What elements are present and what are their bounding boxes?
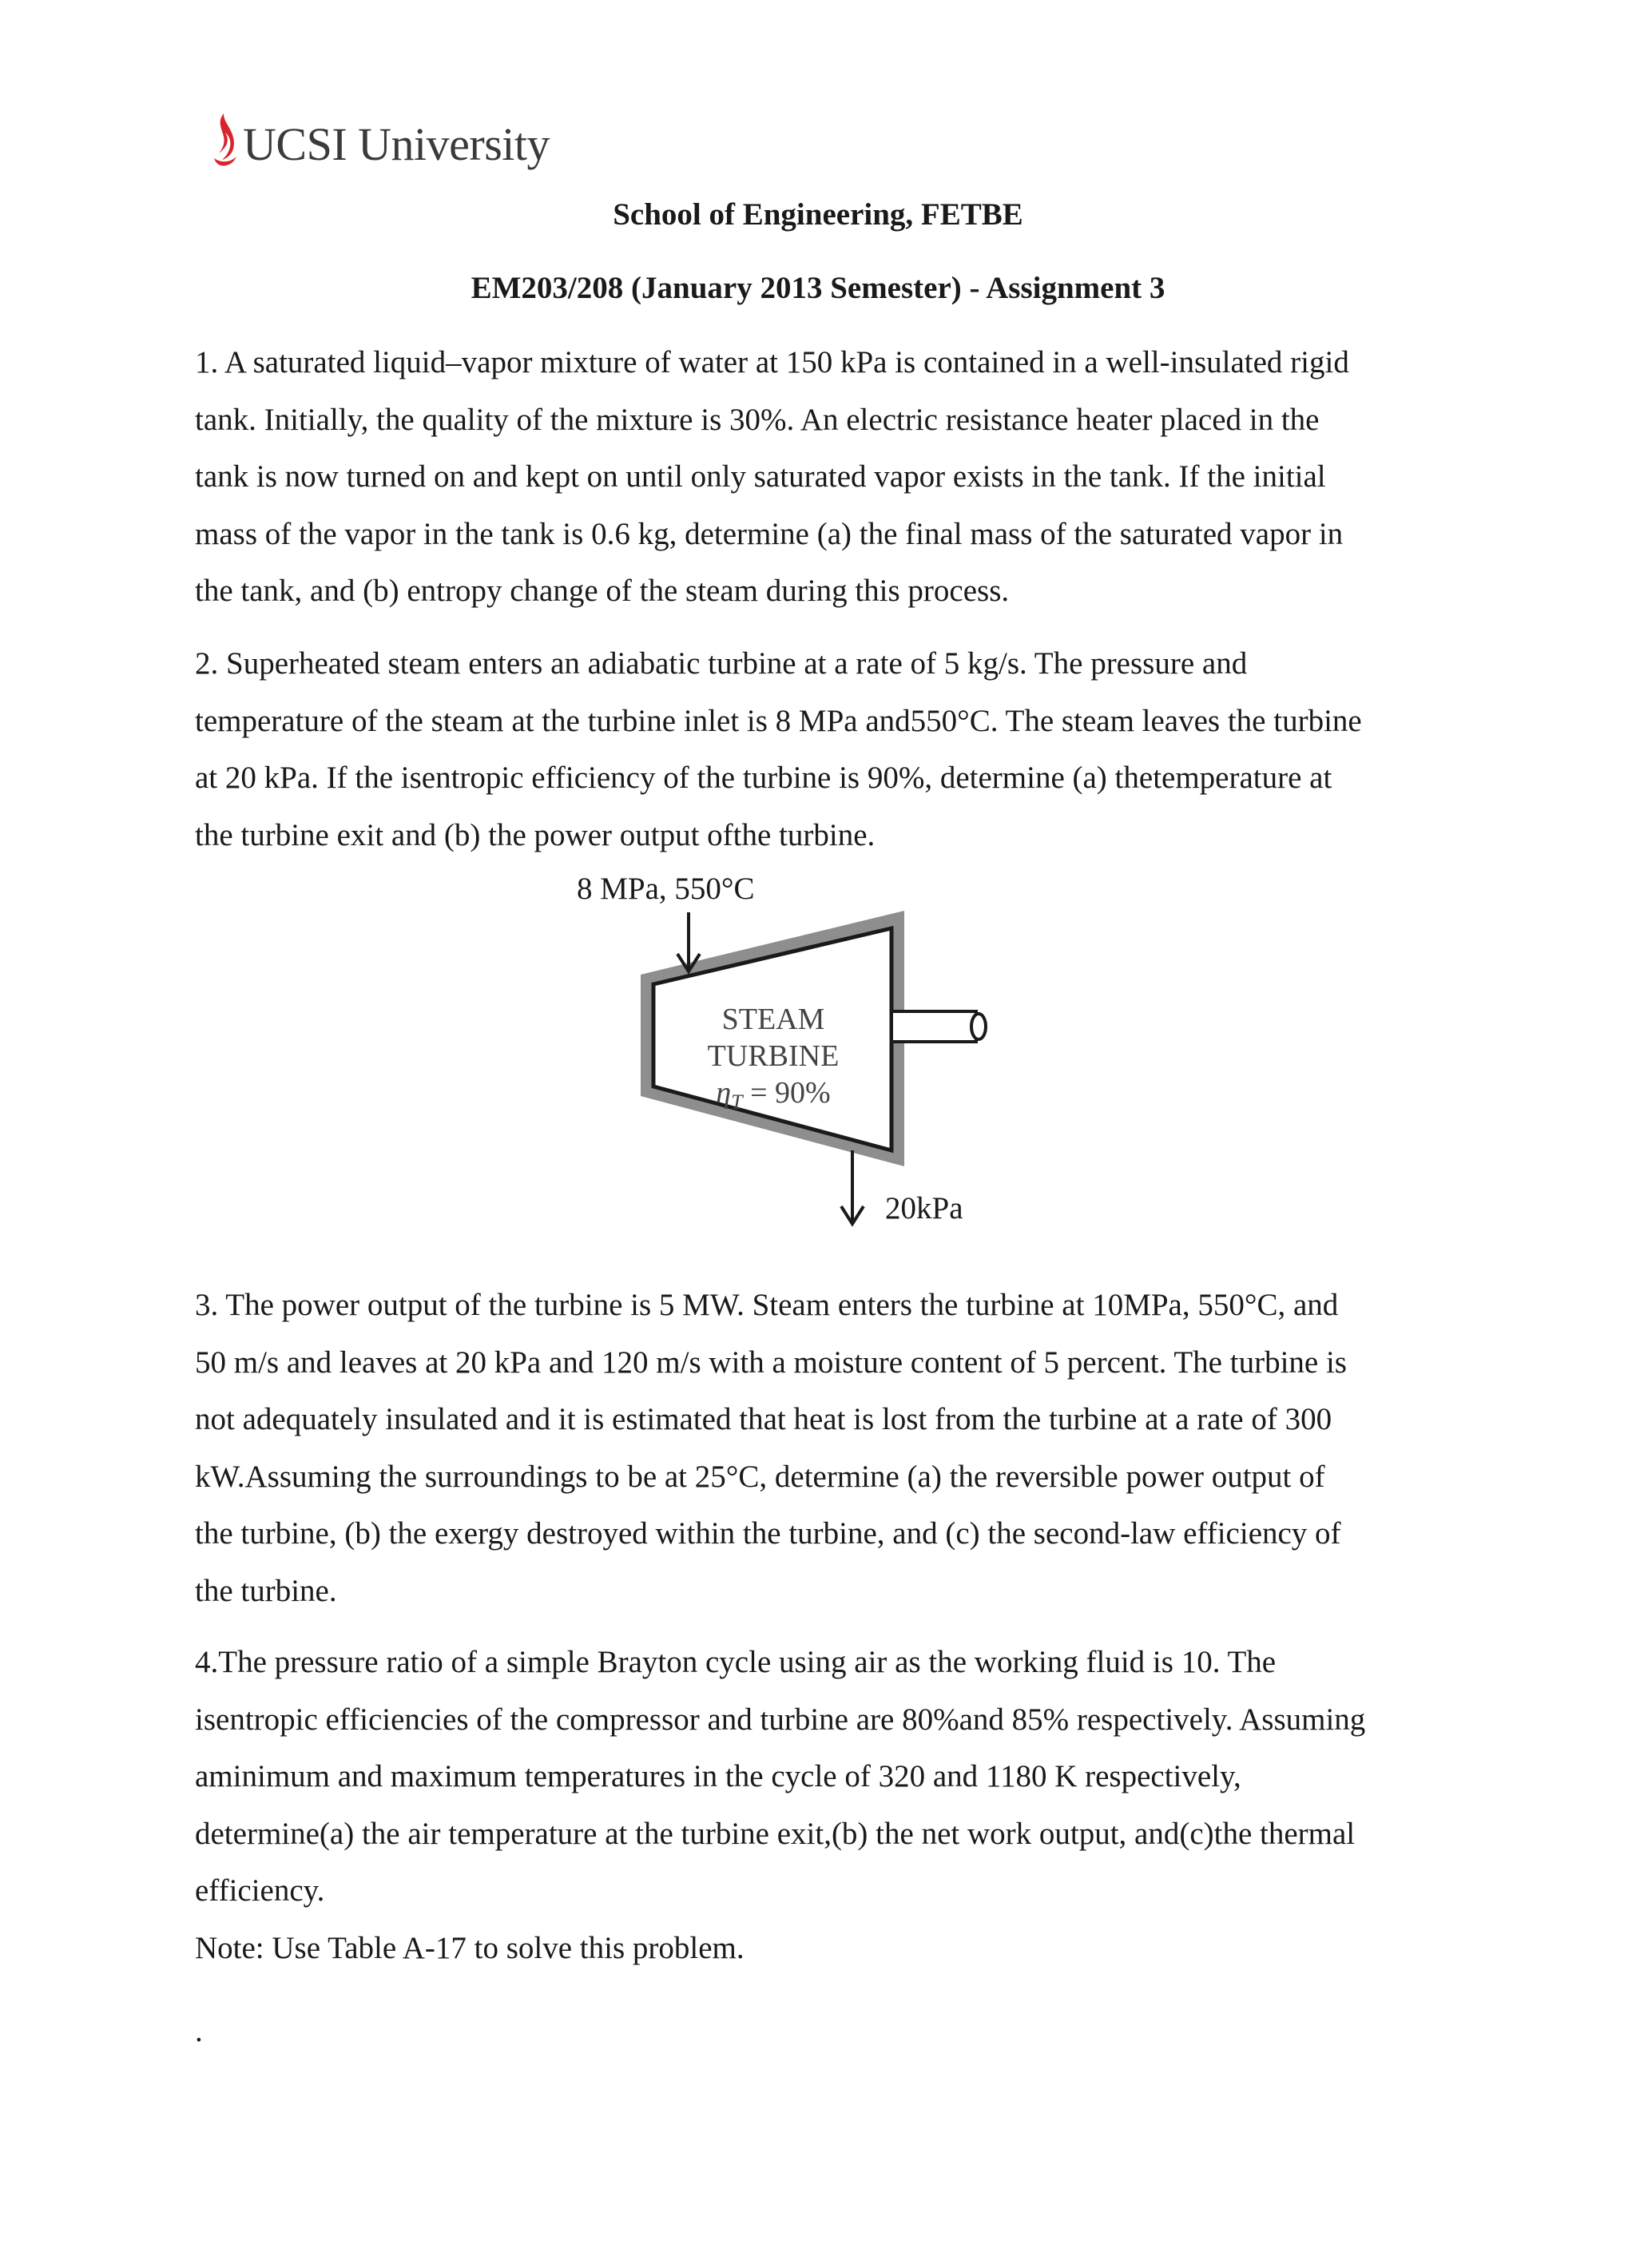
q1-line: mass of the vapor in the tank is 0.6 kg, determine (a) the final mass of the saturated vapor in	[195, 516, 1344, 551]
shaft-end	[971, 1014, 986, 1039]
q4-line: efficiency.	[195, 1873, 325, 1908]
q4-line: aminimum and maximum temperatures in the cycle of 320 and 1180 K respectively,	[195, 1759, 1241, 1793]
inlet-label: 8 MPa, 550°C	[577, 872, 755, 906]
q1-line: tank is now turned on and kept on until only saturated vapor exists in the tank. If the initial	[195, 459, 1326, 494]
q2-line: temperature of the steam at the turbine inlet is 8 MPa and550°C. The steam leaves the turbine	[195, 703, 1362, 738]
q1-line: tank. Initially, the quality of the mixture is 30%. An electric resistance heater placed in the	[195, 402, 1320, 437]
q3-line: 50 m/s and leaves at 20 kPa and 120 m/s with a moisture content of 5 percent. The turbine is	[195, 1345, 1347, 1380]
eta-value: = 90%	[742, 1076, 831, 1110]
outlet-label: 20kPa	[885, 1191, 963, 1225]
q1-line: the tank, and (b) entropy change of the steam during this process.	[195, 574, 1010, 608]
q3-line: not adequately insulated and it is estimated that heat is lost from the turbine at a rate of 300	[195, 1402, 1332, 1436]
q4-note: Note: Use Table A-17 to solve this problem.	[195, 1930, 745, 1965]
q4-line: 4.The pressure ratio of a simple Brayton cycle using air as the working fluid is 10. The	[195, 1645, 1277, 1679]
q3-line: 3. The power output of the turbine is 5 MW. Steam enters the turbine at 10MPa, 550°C, and	[195, 1288, 1339, 1322]
q2-line: 2. Superheated steam enters an adiabatic turbine at a rate of 5 kg/s. The pressure and	[195, 646, 1248, 681]
q3-line: the turbine.	[195, 1573, 337, 1608]
turbine-drawing	[623, 911, 1007, 1246]
eta-subscript: T	[731, 1090, 743, 1114]
q4-line: isentropic efficiencies of the compressor and turbine are 80%and 85% respectively. Assuming	[195, 1702, 1366, 1737]
question-2	[195, 635, 1457, 864]
q4-line: determine(a) the air temperature at the turbine exit,(b) the net work output, and(c)the thermal	[195, 1816, 1356, 1851]
q1-line: 1. A saturated liquid–vapor mixture of water at 150 kPa is contained in a well-insulated rigid	[195, 345, 1349, 379]
turbine-shaft	[891, 1011, 976, 1042]
trailing-dot: .	[195, 2014, 203, 2048]
question-1	[195, 334, 1457, 620]
q2-line: the turbine exit and (b) the power output ofthe turbine.	[195, 817, 876, 852]
q3-line: the turbine, (b) the exergy destroyed within the turbine, and (c) the second-law efficiency of	[195, 1516, 1341, 1551]
flame-logo-icon	[209, 112, 238, 176]
assignment-title: EM203/208 (January 2013 Semester) - Assignment 3	[471, 271, 1165, 305]
turbine-label-turbine: TURBINE	[707, 1039, 840, 1073]
turbine-label-steam: STEAM	[721, 1003, 825, 1036]
school-heading: School of Engineering, FETBE	[613, 197, 1023, 232]
ucsi-logo	[209, 100, 550, 188]
q3-line: kW.Assuming the surroundings to be at 25°C, determine (a) the reversible power output of	[195, 1459, 1325, 1494]
question-3	[195, 1277, 1457, 1619]
q2-line: at 20 kPa. If the isentropic efficiency of the turbine is 90%, determine (a) thetemperature at	[195, 761, 1332, 795]
steam-turbine-diagram	[623, 911, 1007, 1246]
logo-text: UCSI University	[243, 117, 550, 170]
eta-symbol: η	[716, 1076, 732, 1110]
question-4	[195, 1634, 1457, 1976]
